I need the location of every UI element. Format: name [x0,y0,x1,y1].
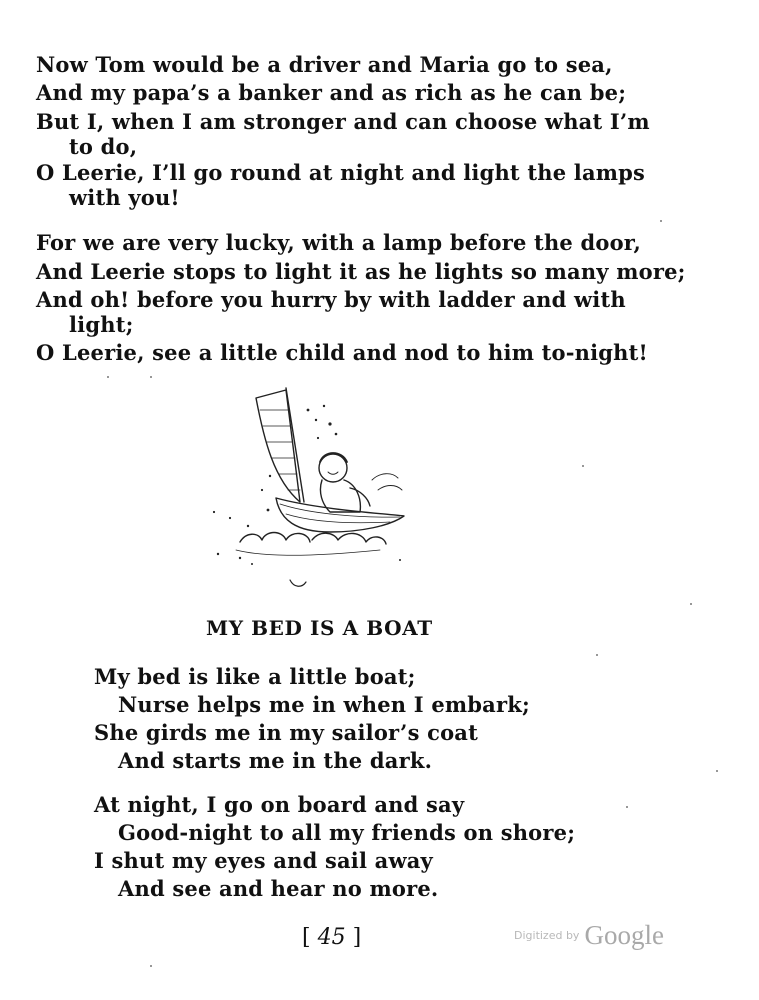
poem-line: And oh! before you hurry by with ladder and with [36,287,626,312]
poem-line-continuation: to do, [69,134,138,159]
poem-line: At night, I go on board and say [94,792,465,817]
poem-line: Good-night to all my friends on shore; [118,820,576,845]
scan-speck [626,806,628,808]
poem-line: O Leerie, I’ll go round at night and light the lamps [36,160,646,185]
poem-line-continuation: light; [69,312,134,337]
scan-speck [716,770,718,772]
poem-line: She girds me in my sailor’s coat [94,720,478,745]
scan-speck [150,376,152,378]
poem-line: And starts me in the dark. [118,748,433,773]
poem-line: Nurse helps me in when I embark; [118,692,530,717]
poem-line: And my papa’s a banker and as rich as he can be; [36,80,627,105]
poem-line: For we are very lucky, with a lamp before the door, [36,230,642,255]
poem-title: MY BED IS A BOAT [206,616,433,640]
poem-line: My bed is like a little boat; [94,664,416,689]
page-number [302,925,361,950]
scan-speck [596,654,598,656]
page-number-bracket-open: [ [302,925,311,950]
child-in-sailboat-illustration [200,380,420,600]
poem-line: And see and hear no more. [118,876,439,901]
page-number-value: 45 [317,925,346,950]
scan-speck [107,376,109,378]
scan-speck [150,965,152,967]
page-number-bracket-close: ] [352,925,362,950]
watermark-brand: Google [584,920,665,950]
poem-line: And Leerie stops to light it as he lights so many more; [36,259,686,284]
digitized-watermark [514,920,664,951]
poem-line-continuation: with you! [69,185,180,210]
scan-speck [582,465,584,467]
scan-speck [660,220,662,222]
poem-line: But I, when I am stronger and can choose what I’m [36,109,650,134]
poem-line: Now Tom would be a driver and Maria go to sea, [36,52,613,77]
watermark-prefix: Digitized by [514,929,580,942]
poem-line: I shut my eyes and sail away [94,848,433,873]
scan-speck [690,603,692,605]
poem-line: O Leerie, see a little child and nod to him to-night! [36,340,648,365]
